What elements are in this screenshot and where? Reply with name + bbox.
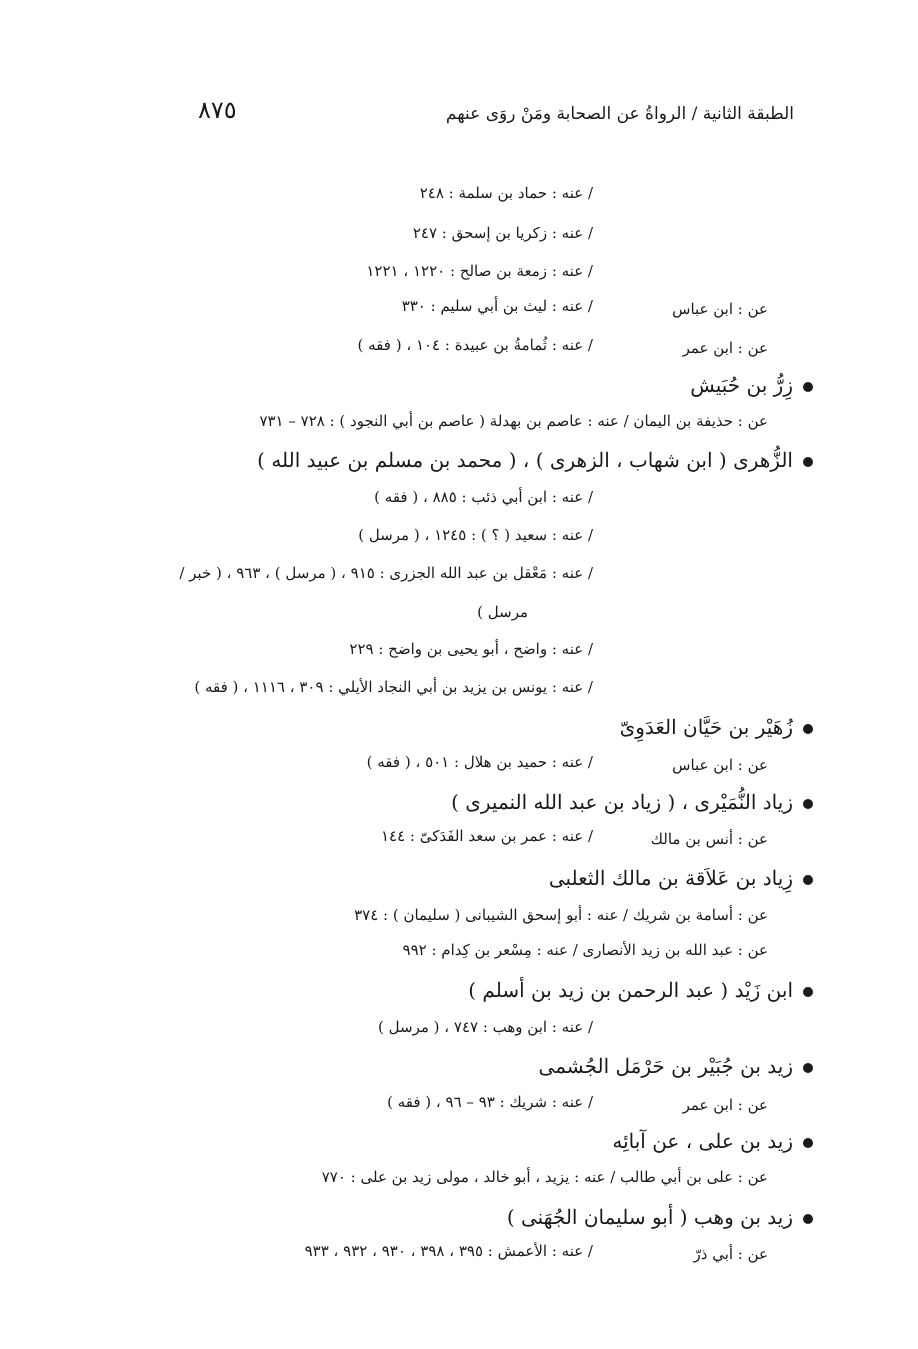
bullet-icon (803, 1138, 813, 1148)
entry-line: / عنه : ابن وهب : ٧٤٧ ، ( مرسل ) (378, 1018, 593, 1036)
bullet-icon (803, 987, 813, 997)
entry-line: / عنه : عمر بن سعد الفَدَكىّ : ١٤٤ (380, 827, 593, 845)
running-head: الطبقة الثانية / الرواةُ عن الصحابة ومَنْ روَى عنهم (445, 104, 794, 124)
entry-line: / عنه : حميد بن هلال : ٥٠١ ، ( فقه ) (366, 753, 593, 771)
narrator-heading: زياد النُّمَيْرى ، ( زياد بن عبد الله النميرى ) (451, 792, 813, 812)
entry-line: / عنه : زكريا بن إسحق : ٢٤٧ (412, 224, 593, 242)
bullet-icon (803, 1214, 813, 1224)
entry-line: / عنه : واضح ، أبو يحيى بن واضح : ٢٢٩ (349, 640, 593, 658)
entry-line: عن : أبي ذرّ (693, 1245, 768, 1263)
entry-line: / عنه : الأعمش : ٣٩٥ ، ٣٩٨ ، ٩٣٠ ، ٩٣٢ ، ٩٣٣ (304, 1242, 593, 1260)
entry-line: / عنه : ليث بن أبي سليم : ٣٣٠ (401, 297, 593, 315)
entry-line: عن : ابن عباس (672, 756, 768, 774)
narrator-heading: الزُّهرى ( ابن شهاب ، الزهرى ) ، ( محمد بن مسلم بن عبيد الله ) (257, 450, 813, 470)
entry-line: عن : ابن عمر (682, 1096, 768, 1114)
entry-line: / عنه : يونس بن يزيد بن أبي النجاد الأيلي : ٣٠٩ ، ١١١٦ ، ( فقه ) (194, 678, 593, 696)
entry-line: / عنه : حماد بن سلمة : ٢٤٨ (419, 184, 593, 202)
entry-line: عن : ابن عمر (682, 339, 768, 357)
entry-line: عن : عبد الله بن زيد الأنصارى / عنه : مِسْعر بن كِدام : ٩٩٢ (402, 941, 768, 959)
entry-line: عن : أنس بن مالك (650, 830, 768, 848)
bullet-icon (803, 382, 813, 392)
narrator-heading: زُهَيْر بن حَيَّان العَدَوِىّ (620, 717, 813, 737)
bullet-icon (803, 875, 813, 885)
entry-line: عن : حذيفة بن اليمان / عنه : عاصم بن بهدلة ( عاصم بن أبي النجود ) : ٧٢٨ – ٧٣١ (259, 412, 768, 430)
entry-line: / عنه : مَعْقل بن عبد الله الجزرى : ٩١٥ ، ( مرسل ) ، ٩٦٣ ، ( خبر / (179, 564, 593, 582)
entry-line: / عنه : سعيد ( ؟ ) : ١٢٤٥ ، ( مرسل ) (358, 526, 593, 544)
entry-line: / عنه : زمعة بن صالح : ١٢٢٠ ، ١٢٢١ (366, 262, 593, 280)
narrator-heading: زِياد بن عَلاَقة بن مالك الثعلبى (549, 868, 813, 888)
narrator-heading: زيد بن على ، عن آبائِه (612, 1131, 813, 1151)
narrator-heading: زِرُّ بن حُبَيش (690, 375, 813, 395)
bullet-icon (803, 724, 813, 734)
entry-line: / عنه : ثُمامةُ بن عبيدة : ١٠٤ ، ( فقه ) (357, 336, 593, 354)
entry-line: / عنه : ابن أبي ذئب : ٨٨٥ ، ( فقه ) (374, 488, 593, 506)
narrator-heading: ابن زَيْد ( عبد الرحمن بن زيد بن أسلم ) (468, 980, 813, 1000)
entry-line: عن : على بن أبي طالب / عنه : يزيد ، أبو خالد ، مولى زيد بن على : ٧٧٠ (321, 1168, 768, 1186)
narrator-heading: زيد بن جُبَيْر بن حَرْمَل الجُشمى (539, 1056, 813, 1076)
entry-line: / عنه : شريك : ٩٣ – ٩٦ ، ( فقه ) (387, 1093, 593, 1111)
bullet-icon (803, 457, 813, 467)
bullet-icon (803, 1063, 813, 1073)
bullet-icon (803, 799, 813, 809)
page-number: ٨٧٥ (198, 96, 237, 124)
entry-line: عن : ابن عباس (672, 300, 768, 318)
narrator-heading: زيد بن وهب ( أبو سليمان الجُهَنى ) (507, 1207, 813, 1227)
entry-line: مرسل ) (477, 603, 528, 621)
entry-line: عن : أسامة بن شريك / عنه : أبو إسحق الشيبانى ( سليمان ) : ٣٧٤ (354, 906, 768, 924)
